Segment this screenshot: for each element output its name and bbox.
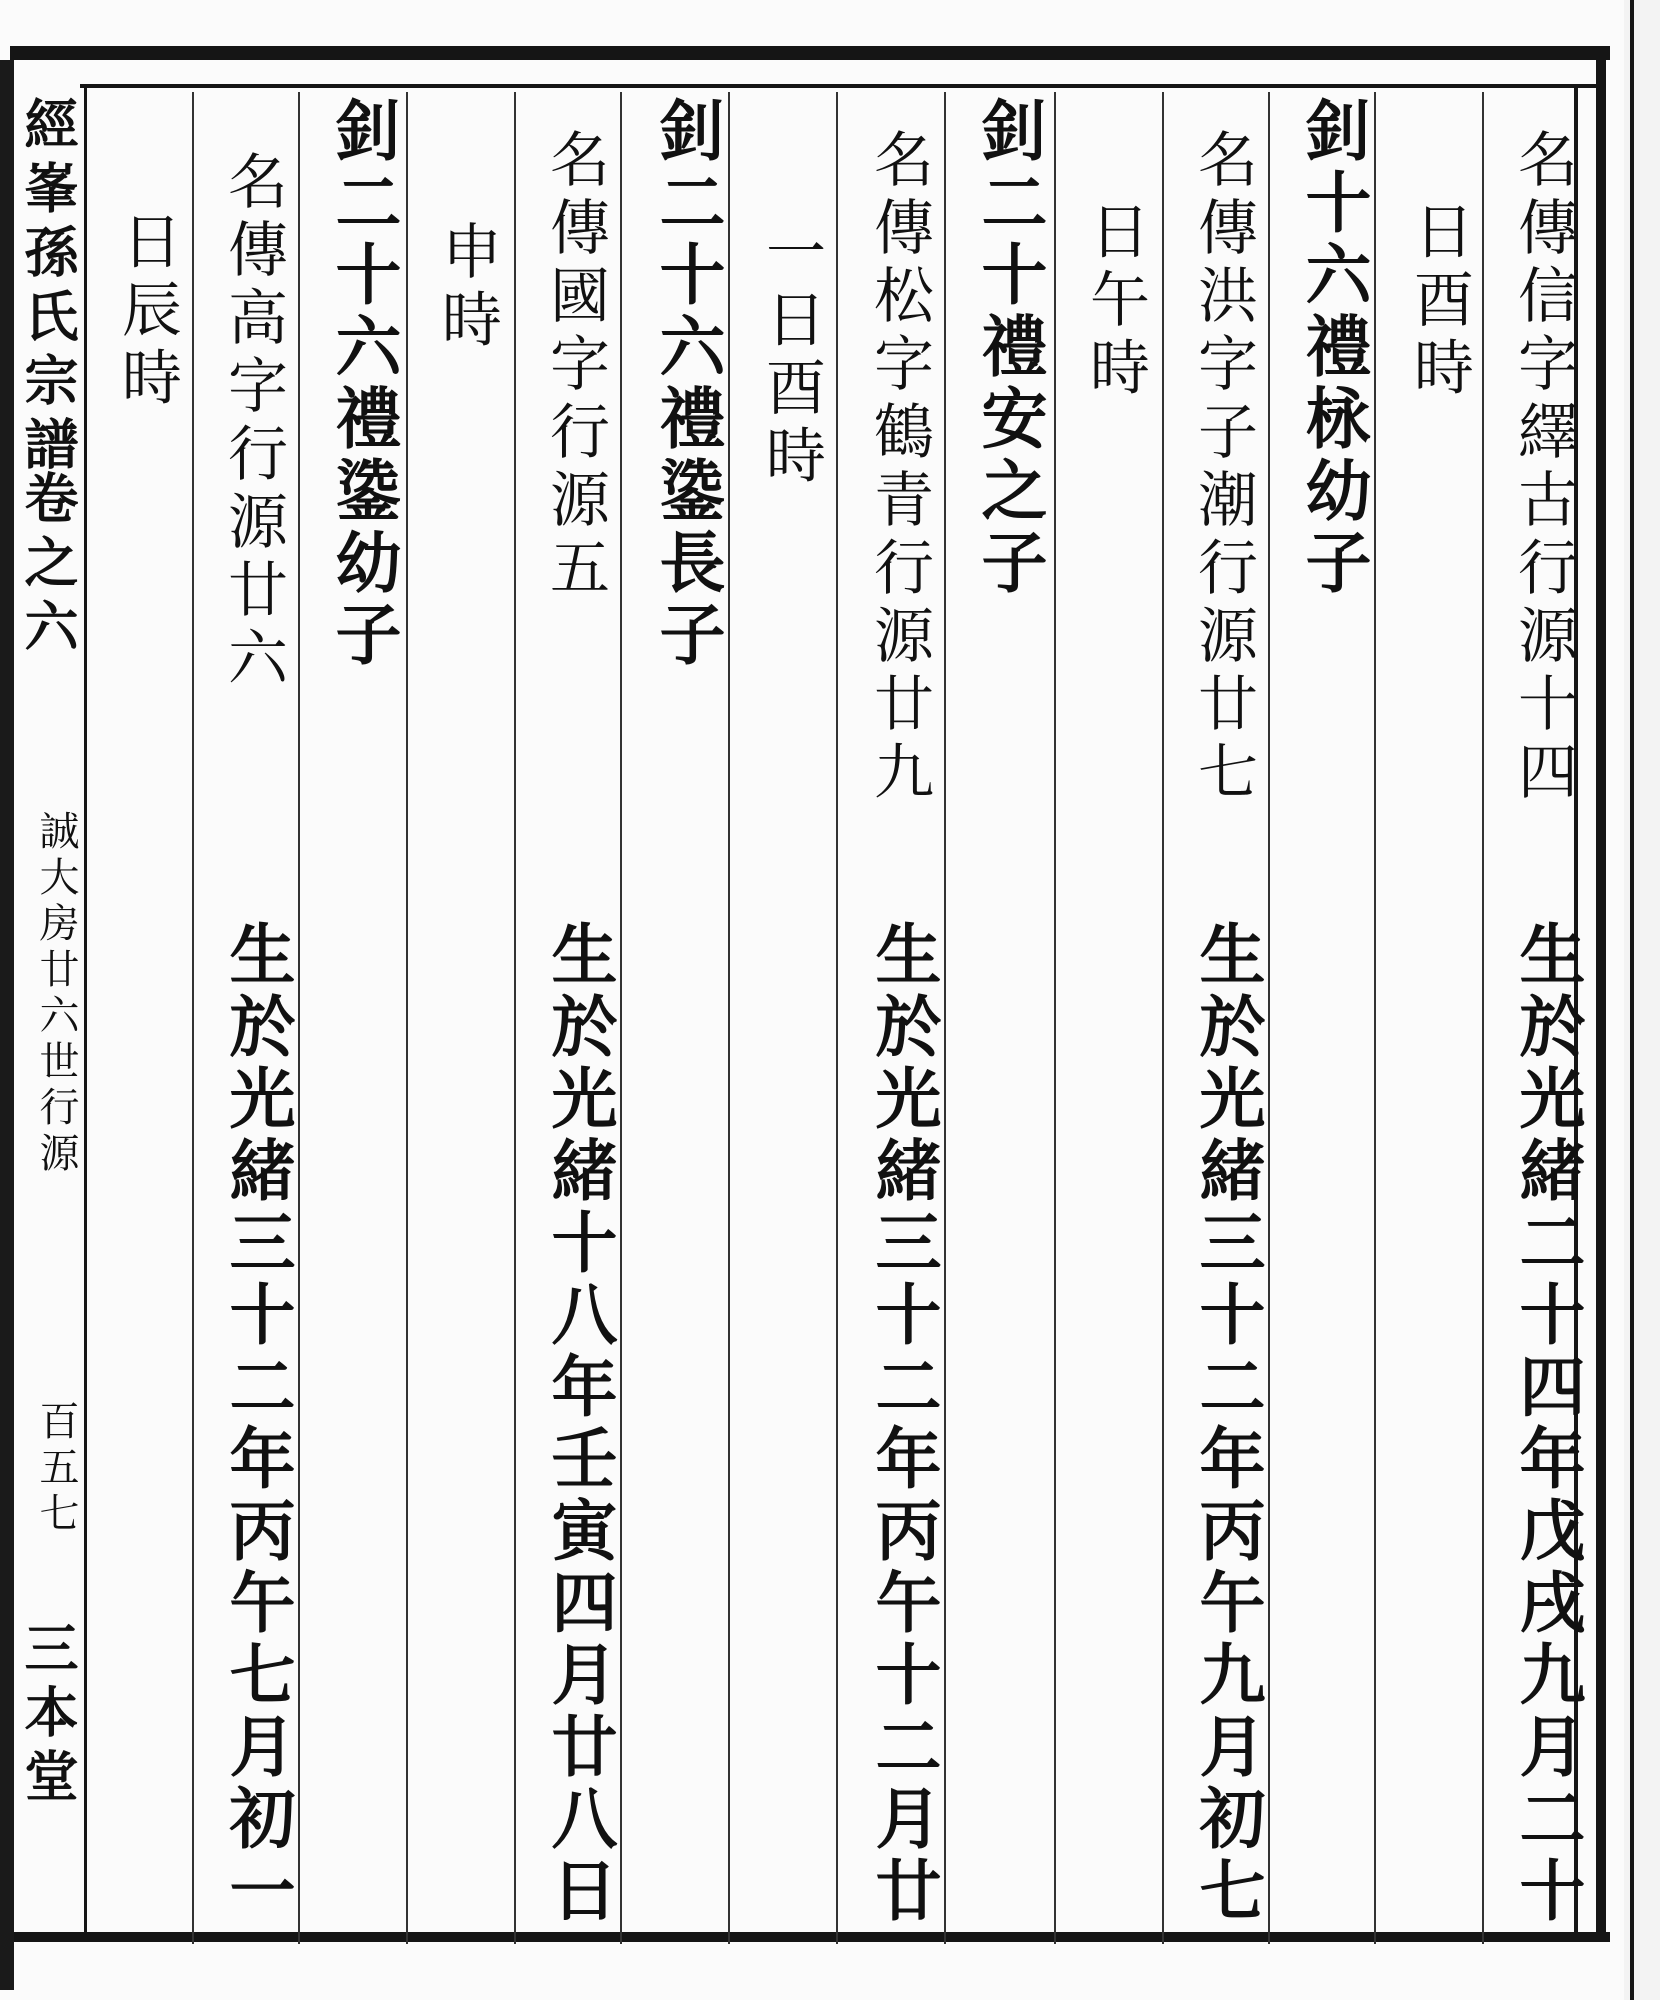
margin-volume: 卷之六	[16, 470, 80, 662]
margin-page-number: 百五七	[33, 1400, 79, 1538]
entry-birth-line: 生於光緒三十二年丙午九月初七	[1188, 920, 1266, 1928]
entry-birth-line: 生於光緒十八年壬寅四月廿八日	[540, 920, 618, 1928]
entry-time-line: 申時	[432, 220, 502, 356]
entry-father-line: 釗二十六禮鍌幼子	[324, 96, 402, 672]
entry-birth-line: 生於光緒三十二年丙午七月初一	[218, 920, 296, 1928]
entry-name-line: 名傳高字行源廿六	[218, 150, 288, 694]
entry-time-line: 日酉時	[1404, 200, 1474, 404]
margin-hall-name: 三本堂	[16, 1620, 80, 1812]
entry-birth-line: 生於光緒三十二年丙午十二月廿	[864, 920, 942, 1928]
entry-time-line: 日辰時	[112, 210, 182, 414]
column-divider	[514, 92, 516, 1944]
margin-title: 經峯孫氏宗譜	[16, 96, 80, 480]
margin-section: 誠大房廿六世行源	[33, 810, 79, 1178]
right-binding-line	[1630, 0, 1634, 2000]
top-border-thick	[10, 46, 1610, 60]
entry-father-line: 釗二十禮安之子	[970, 96, 1048, 600]
entry-name-line: 名傳信字繹古行源十四	[1508, 128, 1578, 808]
entry-father-line: 釗十六禮栐幼子	[1294, 96, 1372, 600]
entry-name-line: 名傳洪字子潮行源廿七	[1188, 128, 1258, 808]
entry-father-line: 釗二十六禮鍌長子	[648, 96, 726, 672]
bottom-border	[10, 1932, 1610, 1942]
entry-birth-line: 生於光緒二十四年戊戌九月二十	[1508, 920, 1586, 1928]
column-divider	[1162, 92, 1164, 1944]
entry-time-line: 日午時	[1080, 200, 1150, 404]
column-divider	[836, 92, 838, 1944]
right-border	[1596, 60, 1606, 1940]
column-divider	[192, 92, 194, 1944]
entry-name-line: 名傳國字行源五	[540, 128, 610, 604]
entry-time-line: 一日酉時	[756, 220, 826, 492]
column-divider	[1482, 92, 1484, 1944]
entry-name-line: 名傳松字鶴青行源廿九	[864, 128, 934, 808]
top-border-thin	[80, 84, 1600, 88]
